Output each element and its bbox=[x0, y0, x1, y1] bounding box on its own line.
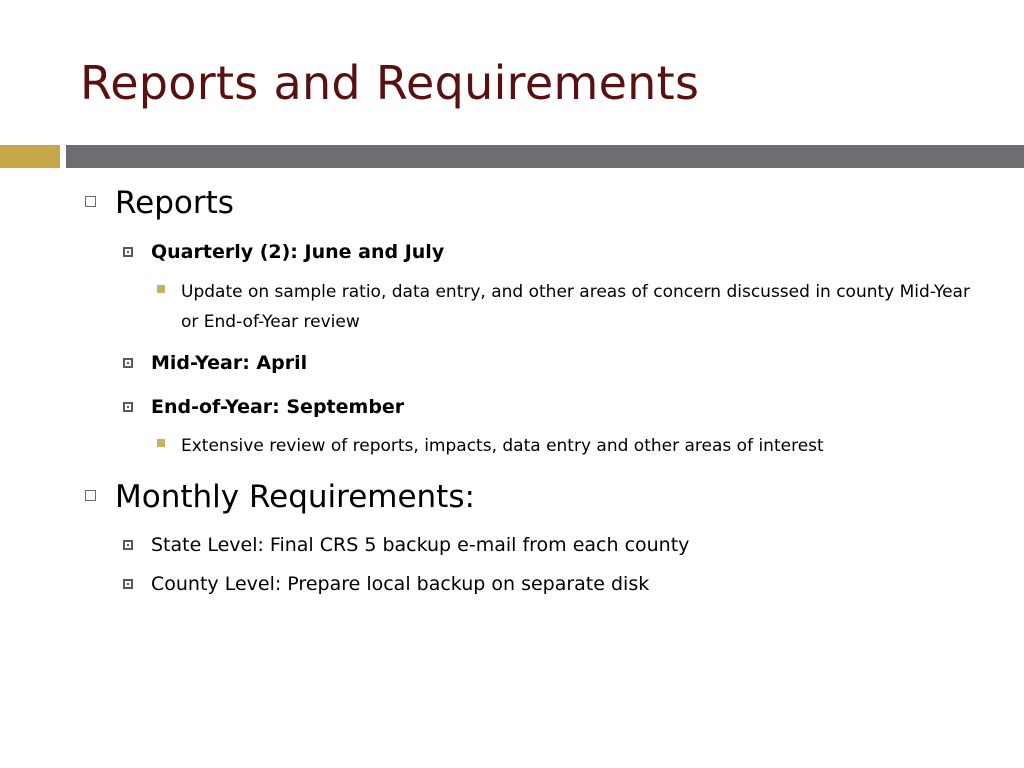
bullet-county-level bbox=[151, 572, 649, 596]
hollow-square-bullet-icon bbox=[85, 490, 96, 501]
bullet-label: Mid-Year: April bbox=[151, 352, 308, 374]
boxed-square-bullet-icon bbox=[123, 579, 133, 589]
bullet-label: End-of-Year: September bbox=[151, 396, 405, 418]
bullet-label: State Level: Final CRS 5 backup e-mail from each county bbox=[151, 534, 690, 556]
bullet-end-of-year-detail bbox=[181, 431, 1001, 461]
section-heading: Reports bbox=[115, 185, 234, 221]
slide-title: Reports and Requirements bbox=[80, 56, 700, 110]
bullet-quarterly bbox=[151, 240, 444, 264]
bullet-monthly-requirements bbox=[115, 477, 475, 517]
bullet-quarterly-detail bbox=[181, 277, 981, 337]
bullet-mid-year bbox=[151, 351, 307, 375]
bullet-detail-text: Update on sample ratio, data entry, and other areas of concern discussed in county Mid-Year or End-of-Year review bbox=[181, 282, 970, 332]
boxed-square-bullet-icon bbox=[123, 247, 133, 257]
bullet-reports bbox=[115, 183, 234, 223]
bullet-detail-text: Extensive review of reports, impacts, data entry and other areas of interest bbox=[181, 436, 824, 456]
bullet-state-level bbox=[151, 533, 689, 557]
filled-square-bullet-icon bbox=[157, 439, 165, 447]
bullet-label: County Level: Prepare local backup on separate disk bbox=[151, 573, 650, 595]
hollow-square-bullet-icon bbox=[85, 196, 96, 207]
boxed-square-bullet-icon bbox=[123, 402, 133, 412]
boxed-square-bullet-icon bbox=[123, 358, 133, 368]
boxed-square-bullet-icon bbox=[123, 540, 133, 550]
section-heading: Monthly Requirements: bbox=[115, 479, 475, 515]
filled-square-bullet-icon bbox=[157, 285, 165, 293]
bullet-end-of-year bbox=[151, 395, 404, 419]
bullet-label: Quarterly (2): June and July bbox=[151, 241, 445, 263]
